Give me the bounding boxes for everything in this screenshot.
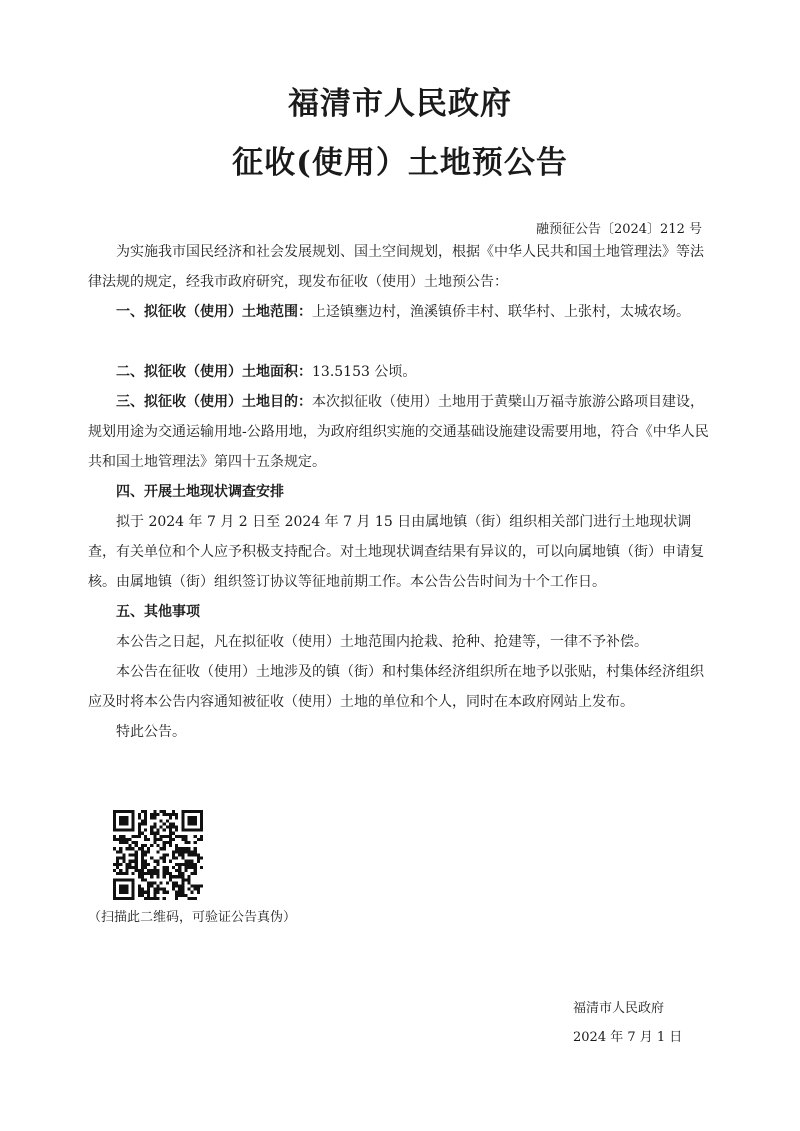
section-3 <box>88 387 716 477</box>
section-4-heading: 四、开展土地现状调查安排 <box>116 484 284 500</box>
document-number: 融预征公告〔2024〕212 号 <box>535 222 702 237</box>
qr-caption: （扫描此二维码，可验证公告真伪） <box>88 910 297 925</box>
section-1-heading: 一、拟征收（使用）土地范围： <box>116 304 312 320</box>
section-5-paragraph-2: 本公告在征收（使用）土地涉及的镇（街）和村集体经济组织所在地予以张贴，村集体经济组织应及时将本公告内容通知被征收（使用）土地的单位和个人，同时在本政府网站上发布。 <box>88 664 704 710</box>
issuer-signature: 福清市人民政府 <box>573 1001 665 1016</box>
section-4-text: 拟于 2024 年 7 月 2 日至 2024 年 7 月 15 日由属地镇（街）组织相关部门进行土地现状调查，有关单位和个人应予积极支持配合。对土地现状调查结果有异议的，可以向属地镇（街）申请复核。由属地镇（街）组织签订协议等征地前期工作。本公告公告时间为十个工作日。 <box>88 514 704 590</box>
section-2 <box>88 357 716 387</box>
section-1 <box>88 297 716 327</box>
qr-code-icon[interactable] <box>113 810 203 900</box>
section-5-paragraph-1: 本公告之日起，凡在拟征收（使用）土地范围内抢栽、抢种、抢建等，一律不予补偿。 <box>116 634 648 650</box>
section-5-heading: 五、其他事项 <box>116 604 200 620</box>
notice-body <box>88 237 716 747</box>
section-2-text: 13.5153 公顷。 <box>312 364 417 380</box>
title-line-2: 征收(使用）土地预公告 <box>232 145 568 181</box>
section-1-text: 上迳镇壅边村，渔溪镇侨丰村、联华村、上张村，太城农场。 <box>312 304 690 320</box>
title-line-1: 福清市人民政府 <box>288 86 512 122</box>
issue-date: 2024 年 7 月 1 日 <box>573 1030 683 1045</box>
section-3-text: 本次拟征收（使用）土地用于黄檗山万福寺旅游公路项目建设，规划用途为交通运输用地-公路用地，为政府组织实施的交通基础设施建设需要用地，符合《中华人民共和国土地管理法》第四十五条规定。 <box>88 394 709 470</box>
section-3-heading: 三、拟征收（使用）土地目的： <box>116 394 312 410</box>
closing-paragraph: 特此公告。 <box>116 724 186 740</box>
intro-paragraph: 为实施我市国民经济和社会发展规划、国土空间规划，根据《中华人民共和国土地管理法》等法律法规的规定，经我市政府研究，现发布征收（使用）土地预公告： <box>88 244 704 290</box>
spacer <box>88 327 716 357</box>
section-2-heading: 二、拟征收（使用）土地面积： <box>116 364 312 380</box>
